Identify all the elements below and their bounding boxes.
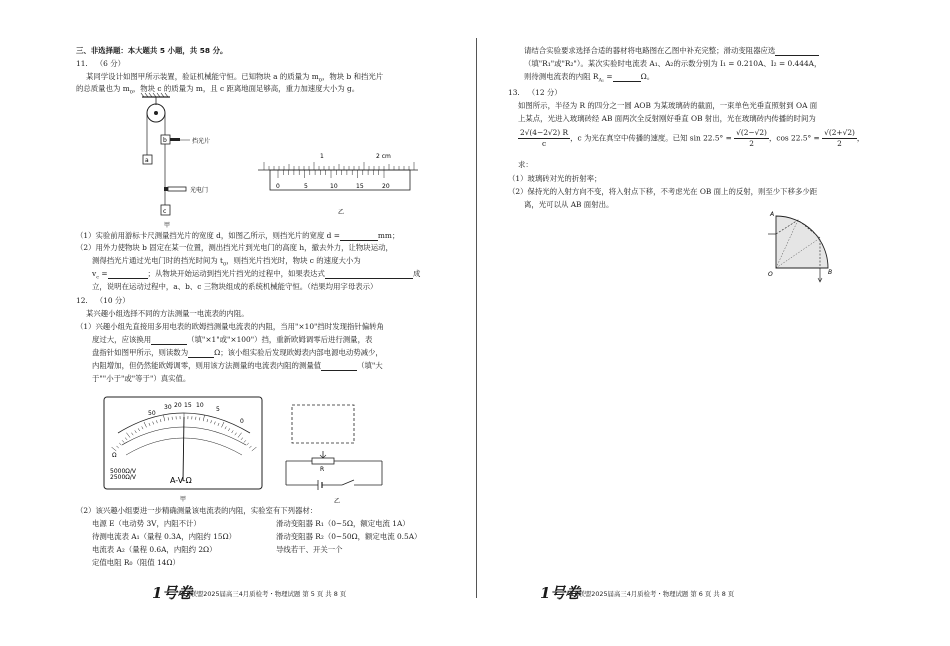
svg-text:B: B [828,269,833,276]
q11-part2-c: $v_c$ = ；从物块开始运动到挡光片挡光的过程中，如果表达式 成 [92,269,421,281]
circuit-diagram-figure [282,405,402,505]
svg-text:a: a [145,157,149,164]
q11-part2-a: （2）用外力使物块 b 固定在某一位置，测出挡光片到光电门的高度 h，撤去外力，让物块运动， [76,243,393,252]
svg-text:甲: 甲 [180,496,187,503]
q13-number: 13. （12 分） [508,88,562,97]
brand-logo: 1号卷 [152,584,193,602]
svg-text:O: O [768,271,773,278]
left-footer: A10联盟2025届高三4月质检考・物理试题 第 5 页 共 8 页 [178,590,347,598]
svg-text:b: b [163,137,167,144]
svg-text:A: A [770,211,775,218]
svg-text:c: c [163,208,167,215]
q13-sub1: （1）玻璃砖对光的折射率； [508,174,602,183]
brand-logo: 1号卷 [540,584,581,602]
q13-line2: 上某点，光进入玻璃砖经 AB 面两次全反射刚好垂直 OB 射出，光在玻璃砖内传播的时间为 [518,114,816,123]
q11-intro-2: 的总质量也为 $m_0$，物块 c 的质量为 m，且 c 距离地面足够高，重力加速度大小为 g。 [76,84,360,96]
svg-text:A-V-Ω: A-V-Ω [170,476,192,485]
equipment-item: 导线若干、开关一个 [276,545,343,554]
q11-part2-b: 测得挡光片通过光电门时的挡光时间为 $t_0$，则挡光片挡光时，物块 c 的速度大小为 [92,256,361,268]
svg-text:2500Ω/V: 2500Ω/V [110,474,136,481]
equipment-item: 滑动变阻器 R₂（0~50Ω，额定电流 0.5A） [276,532,422,541]
q12-intro: 某兴趣小组选择不同的方法测量一电流表的内阻。 [86,309,249,318]
q12-part1-b: 度过大，应该换用 （填"×1"或"×100"）挡，重新欧姆调零后进行测量，表 [92,335,373,344]
q12-cont-a2: （填"R₁"或"R₂"）。某次实验时电流表 A₁、A₂的示数分别为 I₁ = 0.210A、I₂ = 0.444A， [524,59,822,68]
q12-part2: （2）该兴趣小组要进一步精确测量该电流表的内阻，实验室有下列器材： [76,506,318,515]
q13-line1: 如图所示，半径为 R 的四分之一圆 AOB 为某玻璃砖的截面，一束单色光垂直照射到 OA 面 [518,101,818,110]
q11-number: 11. （6 分） [76,59,125,68]
svg-text:挡光片: 挡光片 [192,138,211,145]
svg-text:乙: 乙 [334,498,341,505]
svg-text:5: 5 [304,183,308,190]
equipment-item: 滑动变阻器 R₁（0~5Ω，额定电流 1A） [276,519,410,528]
svg-text:15: 15 [356,183,364,190]
page-divider [476,38,477,598]
q13-sub2-a: （2）保持光的入射方向不变，将入射点下移，不考虑光在 OB 面上的反射，则至少下移多少距 [508,187,818,196]
quarter-circle-glass-figure [768,212,838,292]
svg-text:50: 50 [148,410,156,417]
svg-text:甲: 甲 [164,222,171,229]
svg-text:Ω: Ω [112,452,117,459]
svg-text:光电门: 光电门 [190,187,209,194]
q12-part1-d: 内阻增加，但仍然能欧姆调零，则用该方法测量的电流表内阻的测量值 （填"大 [92,361,383,370]
q11-intro-1: 某同学设计如图甲所示装置，验证机械能守恒。已知物块 a 的质量为 $m_0$，物块 b 和挡光片 [86,72,384,84]
svg-text:R: R [320,466,325,473]
q11-part2-d: 立，说明在运动过程中，a、b、c 三物块组成的系统机械能守恒。（结果均用字母表示） [92,282,378,291]
q12-part1-c: 盘指针如图甲所示，则读数为 Ω；该小组实验后发现欧姆表内部电源电动势减少， [92,348,383,357]
q12-part1-a: （1）兴趣小组先直接用多用电表的欧姆挡测量电流表的内阻，当用"×10"挡时发现指针偏转角 [76,322,384,331]
q11-part1: （1）实验前用游标卡尺测量挡光片的宽度 d，如图乙所示，则挡光片的宽度 d = mm； [76,231,400,240]
right-footer: A10联盟2025届高三4月质检考・物理试题 第 6 页 共 8 页 [566,590,735,598]
svg-text:30: 30 [164,404,172,411]
svg-text:0: 0 [240,418,244,425]
q13-sub2-b: 离，光可以从 AB 面射出。 [524,200,614,209]
svg-text:10: 10 [196,402,204,409]
svg-text:2 cm: 2 cm [376,153,391,160]
q12-cont-a1: 请结合实验要求选择合适的器材将电路图在乙图中补充完整；滑动变阻器应选 [524,46,819,56]
svg-text:0: 0 [276,183,280,190]
q12-number: 12. （10 分） [76,296,130,305]
equipment-item: 电源 E（电动势 3V，内阻不计） [92,519,201,528]
svg-text:10: 10 [330,183,338,190]
svg-text:20: 20 [382,183,390,190]
q13-ask: 求： [518,160,533,169]
vernier-caliper-figure [258,150,428,225]
section-title: 三、非选择题：本大题共 5 小题，共 58 分。 [76,46,228,55]
multimeter-dial-figure [104,397,264,507]
equipment-item: 电流表 A₂（量程 0.6A，内阻约 2Ω） [92,545,217,554]
svg-text:5: 5 [216,406,220,413]
equipment-item: 定值电阻 R₀（阻值 14Ω） [92,558,180,567]
pulley-apparatus-figure [120,95,240,235]
svg-text:15: 15 [184,402,192,409]
q12-part1-e: 于""小于"或"等于"）真实值。 [92,374,191,383]
q12-cont-a3: 则待测电流表的内阻 $R_{A_1} = \Omega$。 [524,72,655,84]
svg-text:乙: 乙 [338,209,345,216]
svg-text:1: 1 [320,153,324,160]
svg-text:5000Ω/V: 5000Ω/V [110,468,136,475]
equipment-item: 待测电流表 A₁（量程 0.3A，内阻约 15Ω） [92,532,237,541]
svg-text:20: 20 [174,402,182,409]
q13-line3: $\frac{2√(4-2√2) R}{c}$ ，c 为光在真空中传播的速度。已知 sin 22.5° = $\frac{√(2-√2)}{2}$ ，cos 22.5° = $\frac{√(2+√2)}{2}$ ， [520,128,865,148]
